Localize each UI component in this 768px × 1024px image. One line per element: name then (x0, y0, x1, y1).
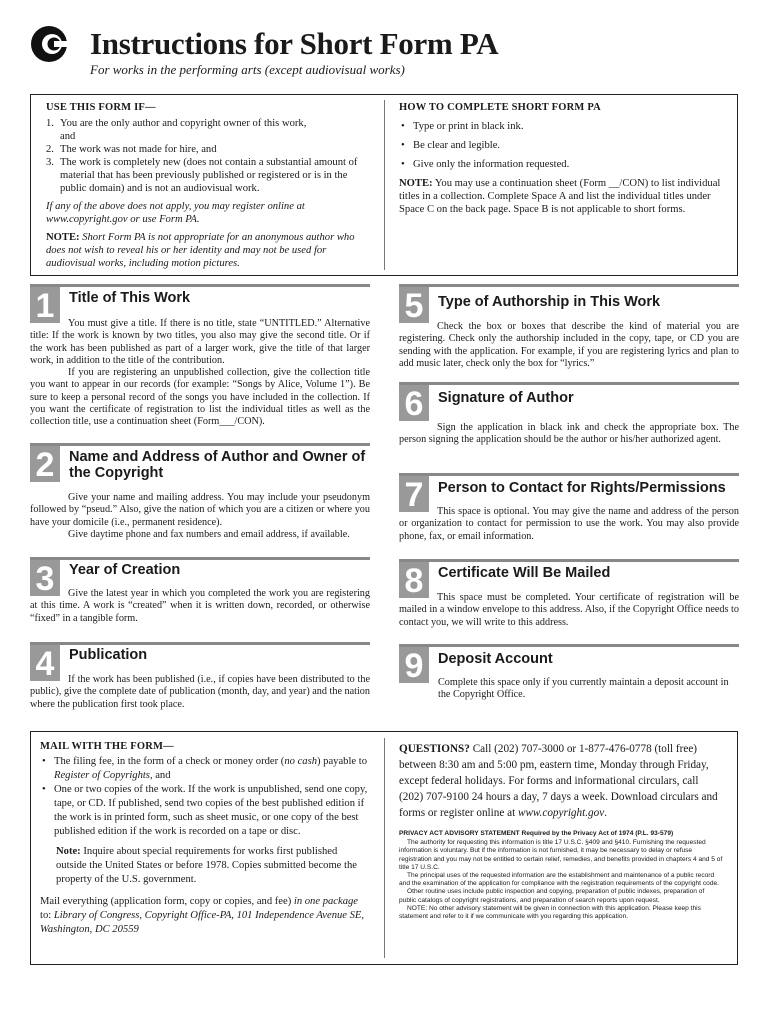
how-to-complete-panel (399, 102, 729, 216)
list-item: • One or two copies of the work. If the work is unpublished, send one copy, tape, or CD. If published, send two copies of the best published edition if the work is in printed form, such as sheet music, or one copy of the best published edition if the work is recorded on a tape or disc. (40, 783, 368, 839)
use-form-list (46, 117, 372, 195)
section-7-number: 7 (399, 476, 429, 512)
section-3-bar (30, 557, 370, 560)
questions-panel: QUESTIONS? Call (202) 707-3000 or 1-877-476-0778 (toll free) between 8:30 am and 5:00 pm, eastern time, Monday through Friday, except federal holidays. For forms and informational circulars, call (202) 707-9100 24 hours a day, 7 days a week. Download circulars and forms or register online at www.copyright.gov. (399, 743, 718, 819)
bottom-box-divider (384, 738, 385, 958)
special-requirements-note: Note: Inquire about special requirements for works first published outside the United States or before 1978. Copies submitted become the property of the U.S. government. (56, 846, 357, 885)
mail-with-form-panel (40, 741, 368, 937)
section-1-title: Title of This Work (69, 290, 191, 306)
privacy-paragraph: The authority for requesting this information is title 17 U.S.C. §409 and §410. Furnishing the requested information is voluntary. But if the information is not furnished, it may be necessary to delay or refuse registration and you may not be entitled to certain relief, remedies, and benefits provided in chapters 4 and 5 of title 17 U.S.C. (399, 839, 723, 871)
section-4-title: Publication (69, 647, 148, 663)
use-this-form-panel (46, 102, 372, 270)
copyright-office-logo (30, 25, 68, 63)
section-5-body: Check the box or boxes that describe the kind of material you are registering. Check only the authorship included in the copy, tape, or CD you are sending with the application. For example, if you are registering lyrics and plan to add music later, check only the box for “lyrics.” (399, 321, 739, 369)
section-7-title: Person to Contact for Rights/Permissions (438, 480, 726, 496)
section-8-bar (399, 559, 739, 562)
section-5-number: 5 (399, 287, 429, 323)
online-register-note: If any of the above does not apply, you may register online at www.copyright.gov or use Form PA. (46, 201, 305, 225)
privacy-paragraph: The principal uses of the requested information are the establishment and maintenance of a public record and the examination of the application for compliance with the registration requirements of the copyright code. (399, 872, 719, 888)
section-1-bar (30, 284, 370, 287)
section-2-body: Give your name and mailing address. You may include your pseudonym followed by “pseud.” Also, give the nation of which you are a citizen or where you have your domicile (i.e., permanent residence). Give daytime phone and fax numbers and email address, if available. (30, 492, 370, 540)
privacy-paragraph: Other routine uses include public inspection and copying, preparation of public indexes, preparation of public catalogs of copyright registrations, and preparation of search reports upon request. (399, 888, 705, 904)
list-item: 1. You are the only author and copyright owner of this work, (46, 118, 307, 129)
section-5-bar (399, 284, 739, 287)
use-this-form-heading: USE THIS FORM IF— (46, 102, 156, 113)
continuation-sheet-note: NOTE: You may use a continuation sheet (Form __/CON) to list individual titles in a collection. Complete Space A and list the individual titles under Space C on the back page. Space B is not applicable to short forms. (399, 178, 721, 215)
section-7-bar (399, 473, 739, 476)
section-9-number: 9 (399, 647, 429, 683)
list-item: • The filing fee, in the form of a check or money order (no cash) payable to Register of Copyrights, and (40, 755, 368, 783)
section-4-body: If the work has been published (i.e., if copies have been distributed to the public), give the complete date of publication (month, day, and year) and the nation where the publication first took place. (30, 674, 370, 710)
section-5-title: Type of Authorship in This Work (438, 294, 661, 310)
mail-bullets (40, 755, 368, 839)
section-7-body: This space is optional. You may give the name and address of the person or organization to contact for permission to use the work. You may also provide phone, fax, or email information. (399, 506, 739, 542)
page-title: Instructions for Short Form PA (90, 26, 499, 61)
anonymous-author-note: NOTE: Short Form PA is not appropriate for an anonymous author who does not wish to reveal his or her identity and may not be used for audiovisual works, including motion pictures. (46, 232, 355, 269)
privacy-heading: PRIVACY ACT ADVISORY STATEMENT Required by the Privacy Act of 1974 (P.L. 93-579) (399, 830, 674, 837)
section-8-number: 8 (399, 562, 429, 598)
questions-text: Call (202) 707-3000 or 1-877-476-0778 (toll free) between 8:30 am and 5:00 pm, eastern time, Monday through Friday, except federal holidays. For forms and informational circulars, call (202) 707-9100 24 hours a day, 7 days a week. Download circulars and forms or register online at (399, 743, 718, 819)
section-2-bar (30, 443, 370, 446)
privacy-paragraph: NOTE: No other advisory statement will be given in connection with this application. Please keep this statement and refer to it if we communicate with you regarding this application. (399, 904, 701, 921)
list-item: • Give only the information requested. (399, 158, 729, 171)
section-1-number: 1 (30, 287, 60, 323)
section-9-body: Complete this space only if you currently maintain a deposit account in the Copyright Office. (438, 677, 729, 701)
how-to-complete-heading: HOW TO COMPLETE SHORT FORM PA (399, 102, 601, 113)
section-3-body: Give the latest year in which you completed the work you are registering at this time. A work is “created” when it is written down, recorded, or otherwise “fixed” in a tangible form. (30, 588, 370, 624)
section-9-title: Deposit Account (438, 651, 553, 667)
list-item: • Be clear and legible. (399, 139, 729, 152)
section-2-title: Name and Address of Author and Owner of the Copyright (69, 449, 366, 481)
section-8-title: Certificate Will Be Mailed (438, 565, 611, 581)
section-9-bar (399, 644, 739, 647)
list-item: 2. The work was not made for hire, and (46, 144, 217, 155)
top-box-divider (384, 100, 385, 270)
copyright-website-link[interactable]: www.copyright.gov (518, 807, 605, 819)
section-6-number: 6 (399, 385, 429, 421)
section-4-number: 4 (30, 645, 60, 681)
mail-with-form-heading: MAIL WITH THE FORM— (40, 741, 174, 752)
list-item: 3. The work is completely new (does not contain a substantial amount of material that has been previously published or registered or is in the public domain) and is not an audiovisual work. (46, 157, 358, 194)
list-item: and (60, 131, 76, 142)
section-6-bar (399, 382, 739, 385)
section-2-number: 2 (30, 446, 60, 482)
section-1-body: You must give a title. If there is no title, state “UNTITLED.” Alternative title: If the work is known by two titles, you also may give the second title. Or if the work has been published as part of a larger work, give the title of that larger work, in addition to the title of the contribution. If you are registering an unpublished collection, give the collection title you want to appear in our records (for example: “Songs by Alice, Volume 1”). Be sure to keep a personal record of the songs you have included in the collection. If you want the certificate of registration to list the individual titles as well as the collection title, use a continuation sheet (Form___/CON). (30, 318, 370, 428)
section-3-number: 3 (30, 560, 60, 596)
section-6-body: Sign the application in black ink and check the appropriate box. The person signing the application should be the author or his/her authorized agent. (399, 422, 739, 446)
list-item: • Type or print in black ink. (399, 120, 729, 133)
how-to-bullets (399, 120, 729, 171)
section-4-bar (30, 642, 370, 645)
page-subtitle: For works in the performing arts (except audiovisual works) (90, 62, 405, 77)
section-6-title: Signature of Author (438, 390, 574, 406)
privacy-act-statement (399, 830, 723, 921)
mailing-address: Mail everything (application form, copy or copies, and fee) in one package to: Library of Congress, Copyright Office-PA, 101 Independence Avenue SE, Washington, DC 20559 (40, 896, 365, 935)
section-8-body: This space must be completed. Your certificate of registration will be mailed in a window envelope to this address. Also, if the Copyright Office needs to contact you, we will write to this address. (399, 592, 739, 628)
section-3-title: Year of Creation (69, 562, 181, 578)
questions-label: QUESTIONS? (399, 743, 470, 755)
